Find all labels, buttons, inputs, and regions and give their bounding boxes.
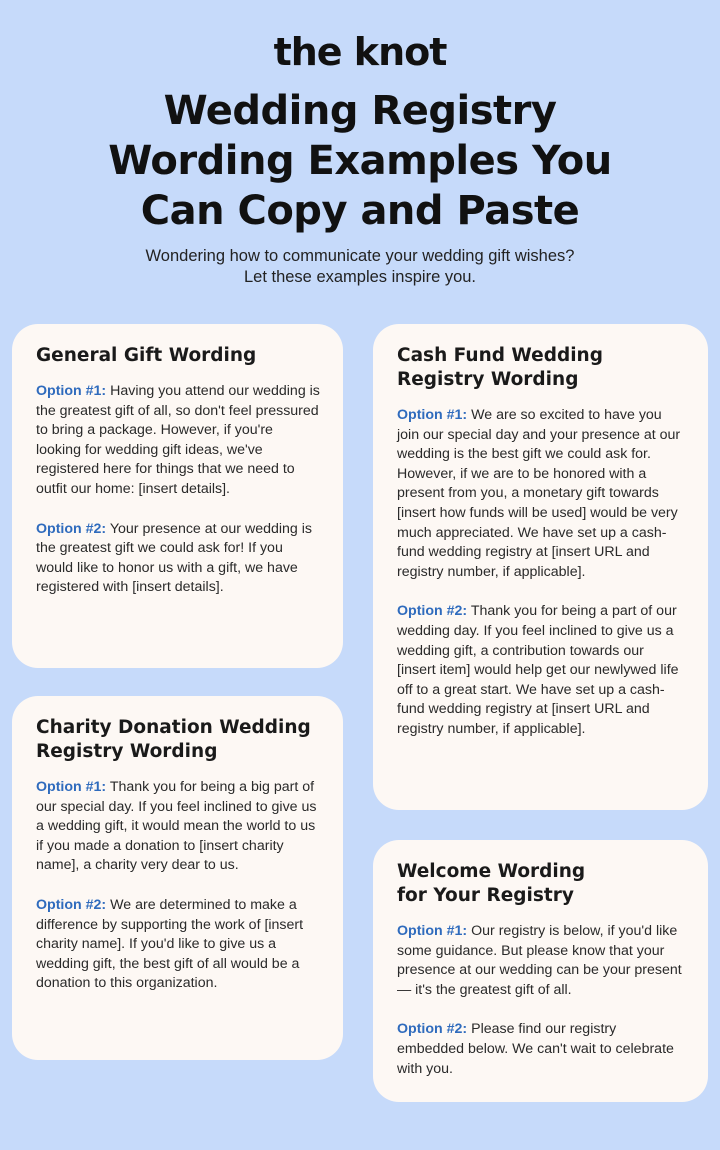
card-title [397, 860, 686, 908]
option-label: Option #2: [36, 520, 107, 537]
option-label: Option #1: [397, 407, 468, 423]
option-paragraph [397, 406, 686, 582]
card-title-line: Cash Fund Wedding [397, 345, 603, 366]
option-label: Option #2: [397, 603, 468, 620]
page-title [30, 86, 690, 236]
general-gift-wording-card [12, 324, 343, 668]
card-title-line: for Your Registry [397, 885, 574, 906]
page-title-line: Can Copy and Paste [140, 188, 580, 234]
option-text: We are determined to make a difference by supporting the work of [insert charity name]. If you'd like to give us a wedding gift, the best gift of all would be a donation to this organization. [36, 896, 304, 992]
option-text: Your presence at our wedding is the greatest gift we could ask for! If you would like to honor us with a gift, we have registered with [insert details]. [36, 520, 313, 596]
card-title-line: Registry Wording [36, 741, 218, 762]
page-title-line: Wording Examples You [108, 138, 612, 184]
option-label: Option #1: [397, 923, 468, 939]
option-paragraph [36, 520, 321, 598]
card-title-line: Charity Donation Wedding [36, 717, 311, 738]
option-paragraph [397, 602, 686, 739]
the-knot-logo: the knot [273, 30, 447, 74]
option-text: Thank you for being a part of our wedding day. If you feel inclined to give us a wedding gift, a contribution towards our [insert item] would help get our newlywed life off to a great start. We have set up a cash-fund wedding registry at [insert URL and registry number, if applicable]. [397, 603, 679, 737]
card-title-line: Welcome Wording [397, 861, 586, 882]
option-label: Option #1: [36, 779, 107, 795]
option-label: Option #2: [397, 1021, 468, 1038]
card-title-line: Registry Wording [397, 369, 579, 390]
card-title [397, 344, 686, 392]
option-text: Please find our registry embedded below. We can't wait to celebrate with you. [397, 1021, 674, 1077]
cash-fund-wording-card [373, 324, 708, 810]
page-title-line: Wedding Registry [163, 88, 557, 134]
option-paragraph [397, 922, 686, 1000]
option-text: Thank you for being a big part of our special day. If you feel inclined to give us a wedding gift, it would mean the world to us if you made a donation to [insert charity name], a charity very dear to us. [36, 779, 317, 874]
page-subtitle [40, 246, 680, 288]
welcome-wording-card [373, 840, 708, 1102]
card-title [36, 716, 321, 764]
option-label: Option #2: [36, 896, 107, 913]
option-text: We are so excited to have you join our special day and your presence at our wedding is the best gift we could ask for. However, if we are to be honored with a present from you, a monetary gift towards [insert how funds will be used] would be very much appreciated. We have set up a cash-fund wedding registry at [insert URL and registry number, if applicable]. [397, 407, 681, 580]
option-paragraph [36, 896, 321, 994]
option-text: Our registry is below, if you'd like some guidance. But please know that your presence at our wedding can be your present — it's the greatest gift of all. [397, 923, 682, 998]
card-title-line: General Gift Wording [36, 345, 257, 366]
option-paragraph [36, 778, 321, 876]
option-text: Having you attend our wedding is the greatest gift of all, so don't feel pressured to bring a package. However, if you're looking for wedding gift ideas, we've registered here for things that we need to outfit our home: [insert details]. [36, 383, 320, 497]
charity-donation-wording-card [12, 696, 343, 1060]
option-label: Option #1: [36, 383, 107, 399]
card-title [36, 344, 321, 368]
option-paragraph [397, 1020, 686, 1079]
option-paragraph [36, 382, 321, 500]
page-subtitle-line: Wondering how to communicate your wedding gift wishes? [145, 247, 575, 265]
page-subtitle-line: Let these examples inspire you. [243, 268, 477, 286]
